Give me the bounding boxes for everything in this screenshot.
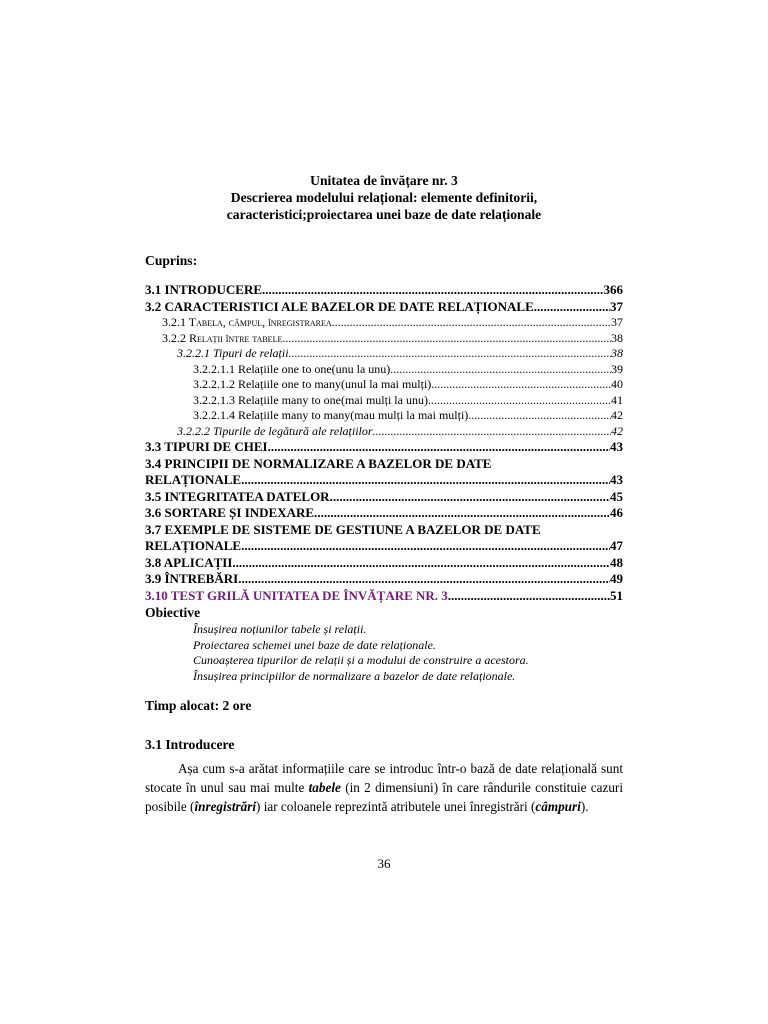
toc-entry[interactable] (145, 472, 623, 489)
toc-entry-label: 3.5 INTEGRITATEA DATELOR (145, 488, 330, 504)
toc-entry-page: 40 (611, 377, 623, 391)
toc-leader (232, 555, 610, 571)
toc-leader (282, 331, 611, 346)
toc-entry[interactable] (145, 489, 623, 506)
table-of-contents (145, 282, 623, 604)
toc-leader (241, 472, 610, 488)
toc-entry-page: 37 (610, 298, 623, 314)
toc-leader (431, 377, 611, 392)
toc-entry-label: 3.3 TIPURI DE CHEI (145, 439, 268, 454)
toc-leader (373, 424, 611, 439)
toc-entry-label: 3.2.2.1.1 Relațiile one to one(unu la unu) (193, 361, 391, 376)
toc-entry-page: 41 (611, 392, 623, 407)
toc-entry-page: 38 (611, 346, 623, 360)
toc-entry-page: 42 (611, 408, 623, 422)
section-heading: 3.1 Introducere (145, 737, 235, 752)
toc-entry-page: 46 (610, 505, 623, 520)
toc-entry[interactable] (145, 439, 623, 456)
toc-entry-heading-line[interactable] (145, 456, 623, 473)
toc-entry-page: 48 (610, 554, 623, 570)
toc-entry[interactable] (145, 393, 623, 409)
toc-leader (330, 489, 610, 505)
paragraph-text: ) iar coloanele reprezintă atributele unei înregistrări ( (256, 799, 536, 814)
objectives-heading: Obiective (145, 605, 201, 620)
toc-entry[interactable] (145, 282, 623, 299)
toc-entry-page: 366 (603, 282, 623, 297)
toc-entry-page: 42 (611, 423, 623, 438)
toc-leader (428, 393, 611, 408)
toc-entry-label: 3.2.2.1.4 Relațiile many to many(mau mulți la mai mulți) (193, 408, 469, 422)
objective-item: Proiectarea schemei unei baze de date relaționale. (193, 637, 436, 652)
toc-entry-label: RELAȚIONALE (145, 538, 242, 553)
toc-leader (534, 299, 610, 315)
toc-entry-label: 3.10 TEST GRILĂ UNITATEA DE ÎNVĂȚARE NR. 3 (145, 587, 448, 603)
toc-entry[interactable] (145, 331, 623, 347)
toc-entry[interactable] (145, 555, 623, 572)
paragraph-text: (in 2 dimensiuni) în care rândurile constituie cazuri posibile ( (145, 780, 623, 814)
unit-title: Unitatea de învățare nr. 3 (310, 173, 458, 188)
toc-leader (238, 571, 610, 587)
unit-subtitle-line1: Descrierea modelului relațional: elemente definitorii, (230, 190, 538, 205)
paragraph-text: Așa cum s-a arătat informațiile care se introduc într-o bază de date relațională sunt stocate în unul sau mai multe (145, 761, 623, 795)
toc-entry-page: 39 (611, 361, 623, 376)
toc-leader (317, 505, 610, 521)
toc-leader (390, 362, 611, 377)
toc-entry[interactable] (145, 346, 623, 362)
toc-entry-label: 3.2.1 Tabela, câmpul, înregistrarea (162, 315, 332, 329)
toc-entry-label: 3.2.2.1 Tipuri de relații (177, 346, 289, 360)
toc-entry-label: 3.4 PRINCIPII DE NORMALIZARE A BAZELOR DE DATE (145, 455, 492, 471)
toc-entry[interactable] (145, 571, 623, 588)
page-number: 36 (377, 856, 391, 871)
toc-entry[interactable] (145, 315, 623, 331)
toc-entry-label: 3.9 ÎNTREBĂRI (145, 571, 239, 586)
toc-entry-label: 3.2.2.1.3 Relațiile many to one(mai mulți la unu) (193, 392, 428, 407)
toc-leader (289, 346, 611, 361)
toc-entry-page: 51 (610, 587, 623, 603)
toc-entry-page: 47 (610, 538, 623, 553)
objective-item: Cunoașterea tipurilor de relații și a modului de construire a acestora. (193, 653, 529, 667)
unit-subtitle-line2: caracteristici;proiectarea unei baze de date relaționale (226, 207, 542, 222)
objectives-list (193, 622, 529, 684)
toc-leader (448, 588, 610, 604)
toc-entry[interactable] (145, 538, 623, 555)
toc-entry-page: 45 (610, 488, 623, 504)
toc-entry-label: 3.7 EXEMPLE DE SISTEME DE GESTIUNE A BAZELOR DE DATE (145, 521, 541, 537)
toc-entry[interactable] (145, 377, 623, 393)
toc-entry[interactable] (145, 362, 623, 378)
time-allocated: Timp alocat: 2 ore (145, 698, 252, 713)
toc-entry-label: RELAȚIONALE (145, 472, 242, 487)
toc-entry[interactable] (145, 299, 623, 316)
emphasis-term: tabele (308, 780, 341, 795)
emphasis-term: înregistrări (194, 799, 257, 814)
toc-entry-label: 3.6 SORTARE ȘI INDEXARE. (145, 505, 318, 520)
toc-leader (332, 315, 611, 330)
toc-entry-page: 38 (611, 330, 623, 345)
toc-entry[interactable] (145, 505, 623, 522)
toc-entry[interactable] (145, 408, 623, 424)
toc-leader (262, 282, 603, 298)
toc-entry-label: 3.2 CARACTERISTICI ALE BAZELOR DE DATE RELAȚIONALE (145, 298, 534, 314)
emphasis-term: câmpuri (535, 799, 581, 814)
toc-leader (468, 408, 611, 423)
toc-entry-page: 43 (610, 439, 623, 454)
toc-entry-page: 37 (611, 315, 623, 329)
toc-entry-label: 3.1 INTRODUCERE (145, 282, 263, 297)
paragraph-text: ). (580, 799, 589, 814)
contents-heading: Cuprins: (145, 253, 198, 268)
toc-entry-label: 3.2.2.2 Tipurile de legătură ale relațiilor (177, 423, 373, 438)
toc-entry-page: 49 (610, 571, 623, 586)
objective-item: Însușirea noțiunilor tabele și relații. (193, 622, 367, 636)
toc-entry-label: 3.2.2 Relații între tabele (162, 330, 283, 345)
toc-entry[interactable] (145, 424, 623, 440)
toc-entry-highlighted[interactable] (145, 588, 623, 605)
toc-leader (268, 439, 610, 455)
objective-item: Însușirea principiilor de normalizare a bazelor de date relaționale. (193, 668, 516, 683)
toc-leader (241, 538, 610, 554)
toc-entry-page: 43 (610, 472, 623, 487)
toc-entry-heading-line[interactable] (145, 522, 623, 539)
toc-entry-label: 3.2.2.1.2 Relațiile one to many(unul la mai mulți) (193, 377, 432, 391)
toc-entry-label: 3.8 APLICAȚII (145, 554, 233, 570)
body-paragraph (145, 759, 623, 816)
